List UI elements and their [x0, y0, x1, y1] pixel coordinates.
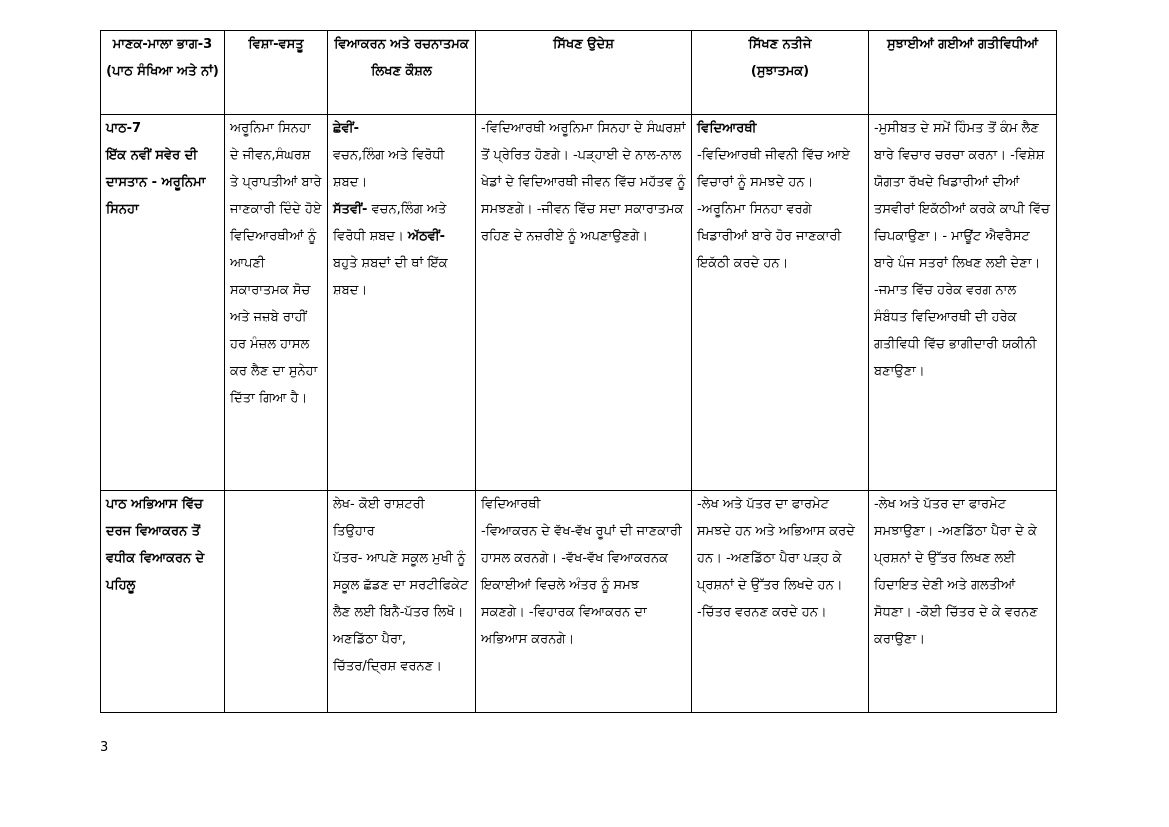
- header-grammar: ਵਿਆਕਰਨ ਅਤੇ ਰਚਨਾਤਮਕ ਲਿਖਣ ਕੌਸ਼ਲ: [328, 31, 476, 115]
- grammar-label-class8: ਅੱਠਵੀਂ-: [407, 229, 446, 244]
- outcomes-cell: -ਲੇਖ ਅਤੇ ਪੱਤਰ ਦਾ ਫਾਰਮੇਟ ਸਮਝਦੇ ਹਨ ਅਤੇ ਅਭਿਆਸ ਕਰਦੇ ਹਨ। -ਅਣਡਿੱਠਾ ਪੈਰਾ ਪੜ੍ਹ ਕੇ ਪ੍ਰਸ਼ਨਾਂ ਦੇ ਉੱਤਰ ਲਿਖਦੇ ਹਨ। -ਚਿੱਤਰ ਵਰਨਣ ਕਰਦੇ ਹਨ।: [692, 491, 869, 713]
- grammar-cell: [328, 115, 476, 491]
- objectives-cell: -ਵਿਦਿਆਰਥੀ ਅਰੂਨਿਮਾ ਸਿਨਹਾ ਦੇ ਸੰਘਰਸ਼ਾਂ ਤੋਂ ਪ੍ਰੇਰਿਤ ਹੋਣਗੇ। -ਪੜ੍ਹਾਈ ਦੇ ਨਾਲ-ਨਾਲ ਖੇਡਾਂ ਦੇ ਵਿਦਿਆਰਥੀ ਜੀਵਨ ਵਿੱਚ ਮਹੱਤਵ ਨੂੰ ਸਮਝਣਗੇ। -ਜੀਵਨ ਵਿੱਚ ਸਦਾ ਸਕਾਰਾਤਮਕ ਰਹਿਣ ਦੇ ਨਜ਼ਰੀਏ ਨੂੰ ਅਪਣਾਉਣਗੇ।: [476, 115, 692, 491]
- table-row: [101, 491, 1057, 713]
- outcomes-label: ਵਿਦਿਆਰਥੀ: [697, 121, 757, 136]
- lesson-title: ਪਾਠ ਅਭਿਆਸ ਵਿੱਚ ਦਰਜ ਵਿਆਕਰਨ ਤੋਂ ਵਧੀਕ ਵਿਆਕਰਨ ਦੇ ਪਹਿਲੂ: [106, 497, 205, 593]
- table-row: [101, 115, 1057, 491]
- objectives-cell: ਵਿਦਿਆਰਥੀ -ਵਿਆਕਰਨ ਦੇ ਵੱਖ-ਵੱਖ ਰੂਪਾਂ ਦੀ ਜਾਣਕਾਰੀ ਹਾਸਲ ਕਰਨਗੇ। -ਵੱਖ-ਵੱਖ ਵਿਆਕਰਨਕ ਇਕਾਈਆਂ ਵਿਚਲੇ ਅੰਤਰ ਨੂੰ ਸਮਝ ਸਕਣਗੇ। -ਵਿਹਾਰਕ ਵਿਆਕਰਨ ਦਾ ਅਭਿਆਸ ਕਰਨਗੇ।: [476, 491, 692, 713]
- curriculum-table: [100, 30, 1057, 713]
- lesson-number: ਪਾਠ-7: [106, 121, 142, 136]
- grammar-cell: ਲੇਖ- ਕੋਈ ਰਾਸ਼ਟਰੀ ਤਿਉਹਾਰ ਪੱਤਰ- ਆਪਣੇ ਸਕੂਲ ਮੁਖੀ ਨੂੰ ਸਕੂਲ ਛੱਡਣ ਦਾ ਸਰਟੀਫਿਕੇਟ ਲੈਣ ਲਈ ਬਿਨੈ-ਪੱਤਰ ਲਿਖੋ। ਅਣਡਿੱਠਾ ਪੈਰਾ, ਚਿੱਤਰ/ਦ੍ਰਿਸ਼ ਵਰਨਣ।: [328, 491, 476, 713]
- lesson-cell: [101, 115, 225, 491]
- objectives-label: ਵਿਦਿਆਰਥੀ: [481, 497, 541, 512]
- grammar-label-class7: ਸੱਤਵੀਂ-: [333, 202, 368, 217]
- header-objectives: ਸਿੱਖਣ ਉਦੇਸ਼: [476, 31, 692, 115]
- lesson-title: ਇੱਕ ਨਵੀਂ ਸਵੇਰ ਦੀ ਦਾਸਤਾਨ - ਅਰੂਨਿਮਾ ਸਿਨਹਾ: [106, 148, 206, 217]
- header-lesson: ਮਾਣਕ-ਮਾਲਾ ਭਾਗ-3 (ਪਾਠ ਸੰਖਿਆ ਅਤੇ ਨਾਂ): [101, 31, 225, 115]
- grammar-text-class7: ਵਚਨ,ਲਿੰਗ ਅਤੇ ਵਿਰੋਧੀ ਸ਼ਬਦ।: [333, 202, 447, 244]
- lesson-cell: [101, 491, 225, 713]
- content-cell: ਅਰੂਨਿਮਾ ਸਿਨਹਾ ਦੇ ਜੀਵਨ,ਸੰਘਰਸ਼ ਤੇ ਪ੍ਰਾਪਤੀਆਂ ਬਾਰੇ ਜਾਣਕਾਰੀ ਦਿੰਦੇ ਹੋਏ ਵਿਦਿਆਰਥੀਆਂ ਨੂੰ ਆਪਣੀ ਸਕਾਰਾਤਮਕ ਸੋਚ ਅਤੇ ਜਜ਼ਬੇ ਰਾਹੀਂ ਹਰ ਮੰਜ਼ਲ ਹਾਸਲ ਕਰ ਲੈਣ ਦਾ ਸੁਨੇਹਾ ਦਿੱਤਾ ਗਿਆ ਹੈ।: [225, 115, 328, 491]
- grammar-label-class6: ਛੇਵੀਂ-: [333, 121, 359, 136]
- outcomes-cell: ਵਿਦਿਆਰਥੀ -ਵਿਦਿਆਰਥੀ ਜੀਵਨੀ ਵਿੱਚ ਆਏ ਵਿਚਾਰਾਂ ਨੂੰ ਸਮਝਦੇ ਹਨ। -ਅਰੂਨਿਮਾ ਸਿਨਹਾ ਵਰਗੇ ਖਿਡਾਰੀਆਂ ਬਾਰੇ ਹੋਰ ਜਾਣਕਾਰੀ ਇਕੱਠੀ ਕਰਦੇ ਹਨ।: [692, 115, 869, 491]
- header-content: ਵਿਸ਼ਾ-ਵਸਤੂ: [225, 31, 328, 115]
- activities-cell: -ਮੁਸੀਬਤ ਦੇ ਸਮੇਂ ਹਿੰਮਤ ਤੋਂ ਕੰਮ ਲੈਣ ਬਾਰੇ ਵਿਚਾਰ ਚਰਚਾ ਕਰਨਾ। -ਵਿਸ਼ੇਸ਼ ਯੋਗਤਾ ਰੱਖਦੇ ਖਿਡਾਰੀਆਂ ਦੀਆਂ ਤਸਵੀਰਾਂ ਇਕੱਠੀਆਂ ਕਰਕੇ ਕਾਪੀ ਵਿੱਚ ਚਿਪਕਾਉਣਾ। - ਮਾਊਂਟ ਐਵਰੈਸਟ ਬਾਰੇ ਪੰਜ ਸਤਰਾਂ ਲਿਖਣ ਲਈ ਦੇਣਾ। -ਜਮਾਤ ਵਿੱਚ ਹਰੇਕ ਵਰਗ ਨਾਲ ਸੰਬੰਧਤ ਵਿਦਿਆਰਥੀ ਦੀ ਹਰੇਕ ਗਤੀਵਿਧੀ ਵਿੱਚ ਭਾਗੀਦਾਰੀ ਯਕੀਨੀ ਬਣਾਉਣਾ।: [869, 115, 1057, 491]
- grammar-text-class8: ਬਹੁਤੇ ਸ਼ਬਦਾਂ ਦੀ ਥਾਂ ਇੱਕ ਸ਼ਬਦ।: [333, 256, 448, 298]
- content-cell: [225, 491, 328, 713]
- header-activities: ਸੁਝਾਈਆਂ ਗਈਆਂ ਗਤੀਵਿਧੀਆਂ: [869, 31, 1057, 115]
- page-number: 3: [100, 740, 109, 755]
- activities-cell: -ਲੇਖ ਅਤੇ ਪੱਤਰ ਦਾ ਫਾਰਮੇਟ ਸਮਝਾਉਣਾ। -ਅਣਡਿੱਠਾ ਪੈਰਾ ਦੇ ਕੇ ਪ੍ਰਸ਼ਨਾਂ ਦੇ ਉੱਤਰ ਲਿਖਣ ਲਈ ਹਿਦਾਇਤ ਦੇਣੀ ਅਤੇ ਗਲਤੀਆਂ ਸੋਧਣਾ। -ਕੋਈ ਚਿੱਤਰ ਦੇ ਕੇ ਵਰਨਣ ਕਰਾਉਣਾ।: [869, 491, 1057, 713]
- table-header-row: [101, 31, 1057, 115]
- grammar-text-class6: ਵਚਨ,ਲਿੰਗ ਅਤੇ ਵਿਰੋਧੀ ਸ਼ਬਦ।: [333, 148, 445, 190]
- header-outcomes: ਸਿੱਖਣ ਨਤੀਜੇ (ਸੁਝਾਤਮਕ): [692, 31, 869, 115]
